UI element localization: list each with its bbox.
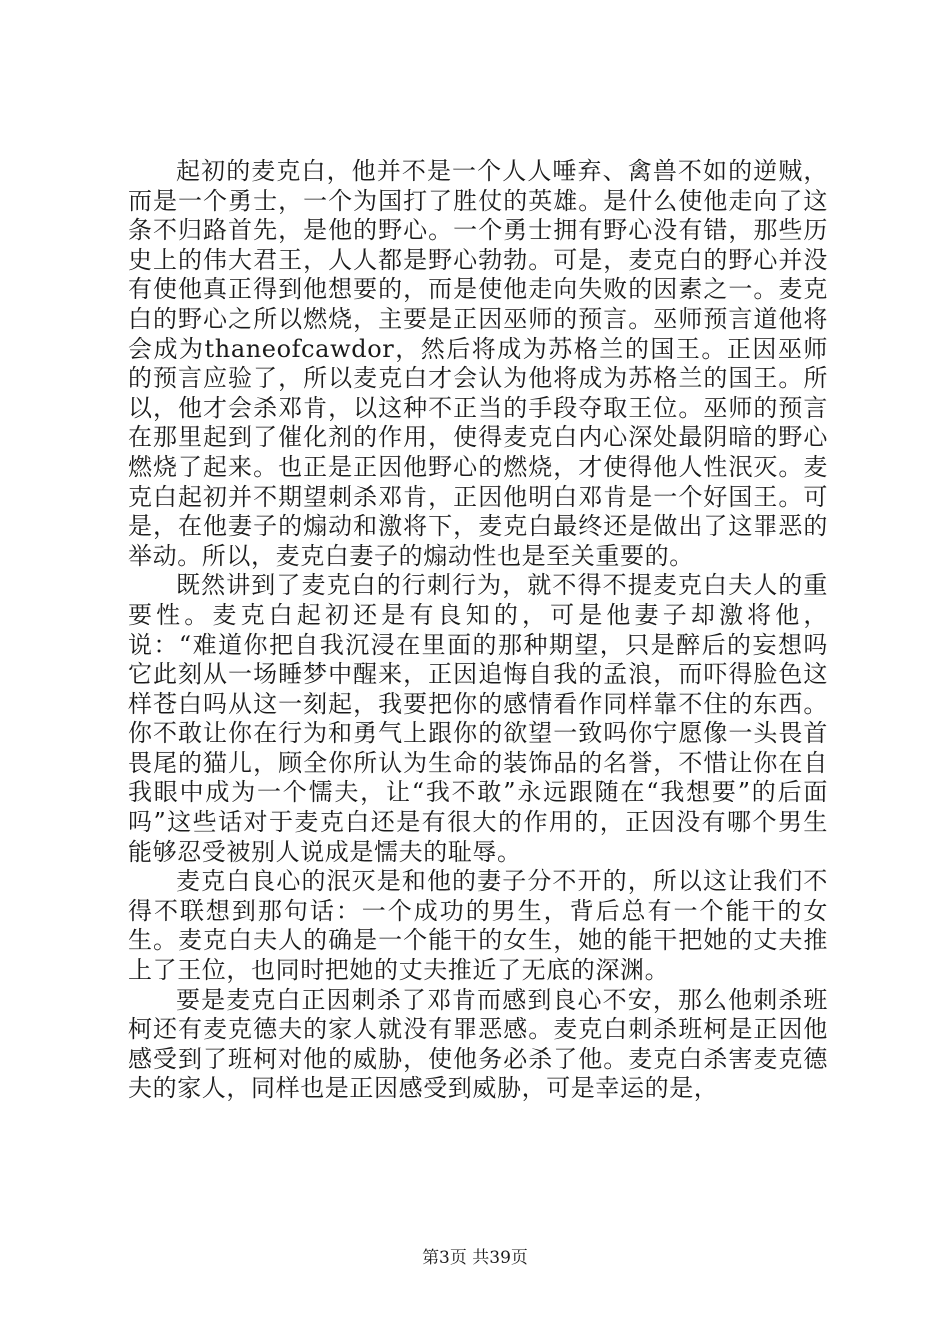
paragraph: 要是麦克白正因刺杀了邓肯而感到良心不安，那么他刺杀班柯还有麦克德夫的家人就没有罪恶感。麦克白刺杀班柯是正因他感受到了班柯对他的威胁，使他务必杀了他。麦克白杀害麦克德夫的家人，同样也是正因感受到威胁，可是幸运的是，	[128, 985, 828, 1103]
page-number-footer: 第3页 共39页	[422, 1248, 528, 1268]
document-body	[128, 157, 828, 1104]
paragraph: 麦克白良心的泯灭是和他的妻子分不开的，所以这让我们不得不联想到那句话：一个成功的男生，背后总有一个能干的女生。麦克白夫人的确是一个能干的女生，她的能干把她的丈夫推上了王位，也同时把她的丈夫推近了无底的深渊。	[128, 867, 828, 985]
paragraph: 既然讲到了麦克白的行刺行为，就不得不提麦克白夫人的重要性。麦克白起初还是有良知的，可是他妻子却激将他，说：“难道你把自我沉浸在里面的那种期望，只是醉后的妄想吗它此刻从一场睡梦中醒来，正因追悔自我的孟浪，而吓得脸色这样苍白吗从这一刻起，我要把你的感情看作同样靠不住的东西。你不敢让你在行为和勇气上跟你的欲望一致吗你宁愿像一头畏首畏尾的猫儿，顾全你所认为生命的装饰品的名誉，不惜让你在自我眼中成为一个懦夫，让“我不敢”永远跟随在“我想要”的后面吗”这些话对于麦克白还是有很大的作用的，正因没有哪个男生能够忍受被别人说成是懦夫的耻辱。	[128, 571, 828, 866]
paragraph: 起初的麦克白，他并不是一个人人唾弃、禽兽不如的逆贼，而是一个勇士，一个为国打了胜仗的英雄。是什么使他走向了这条不归路首先，是他的野心。一个勇士拥有野心没有错，那些历史上的伟大君王，人人都是野心勃勃。可是，麦克白的野心并没有使他真正得到他想要的，而是使他走向失败的因素之一。麦克白的野心之所以燃烧，主要是正因巫师的预言。巫师预言道他将会成为thaneofcawdor，然后将成为苏格兰的国王。正因巫师的预言应验了，所以麦克白才会认为他将成为苏格兰的国王。所以，他才会杀邓肯，以这种不正当的手段夺取王位。巫师的预言在那里起到了催化剂的作用，使得麦克白内心深处最阴暗的野心燃烧了起来。也正是正因他野心的燃烧，才使得他人性泯灭。麦克白起初并不期望刺杀邓肯，正因他明白邓肯是一个好国王。可是，在他妻子的煽动和激将下，麦克白最终还是做出了这罪恶的举动。所以，麦克白妻子的煽动性也是至关重要的。	[128, 157, 828, 570]
